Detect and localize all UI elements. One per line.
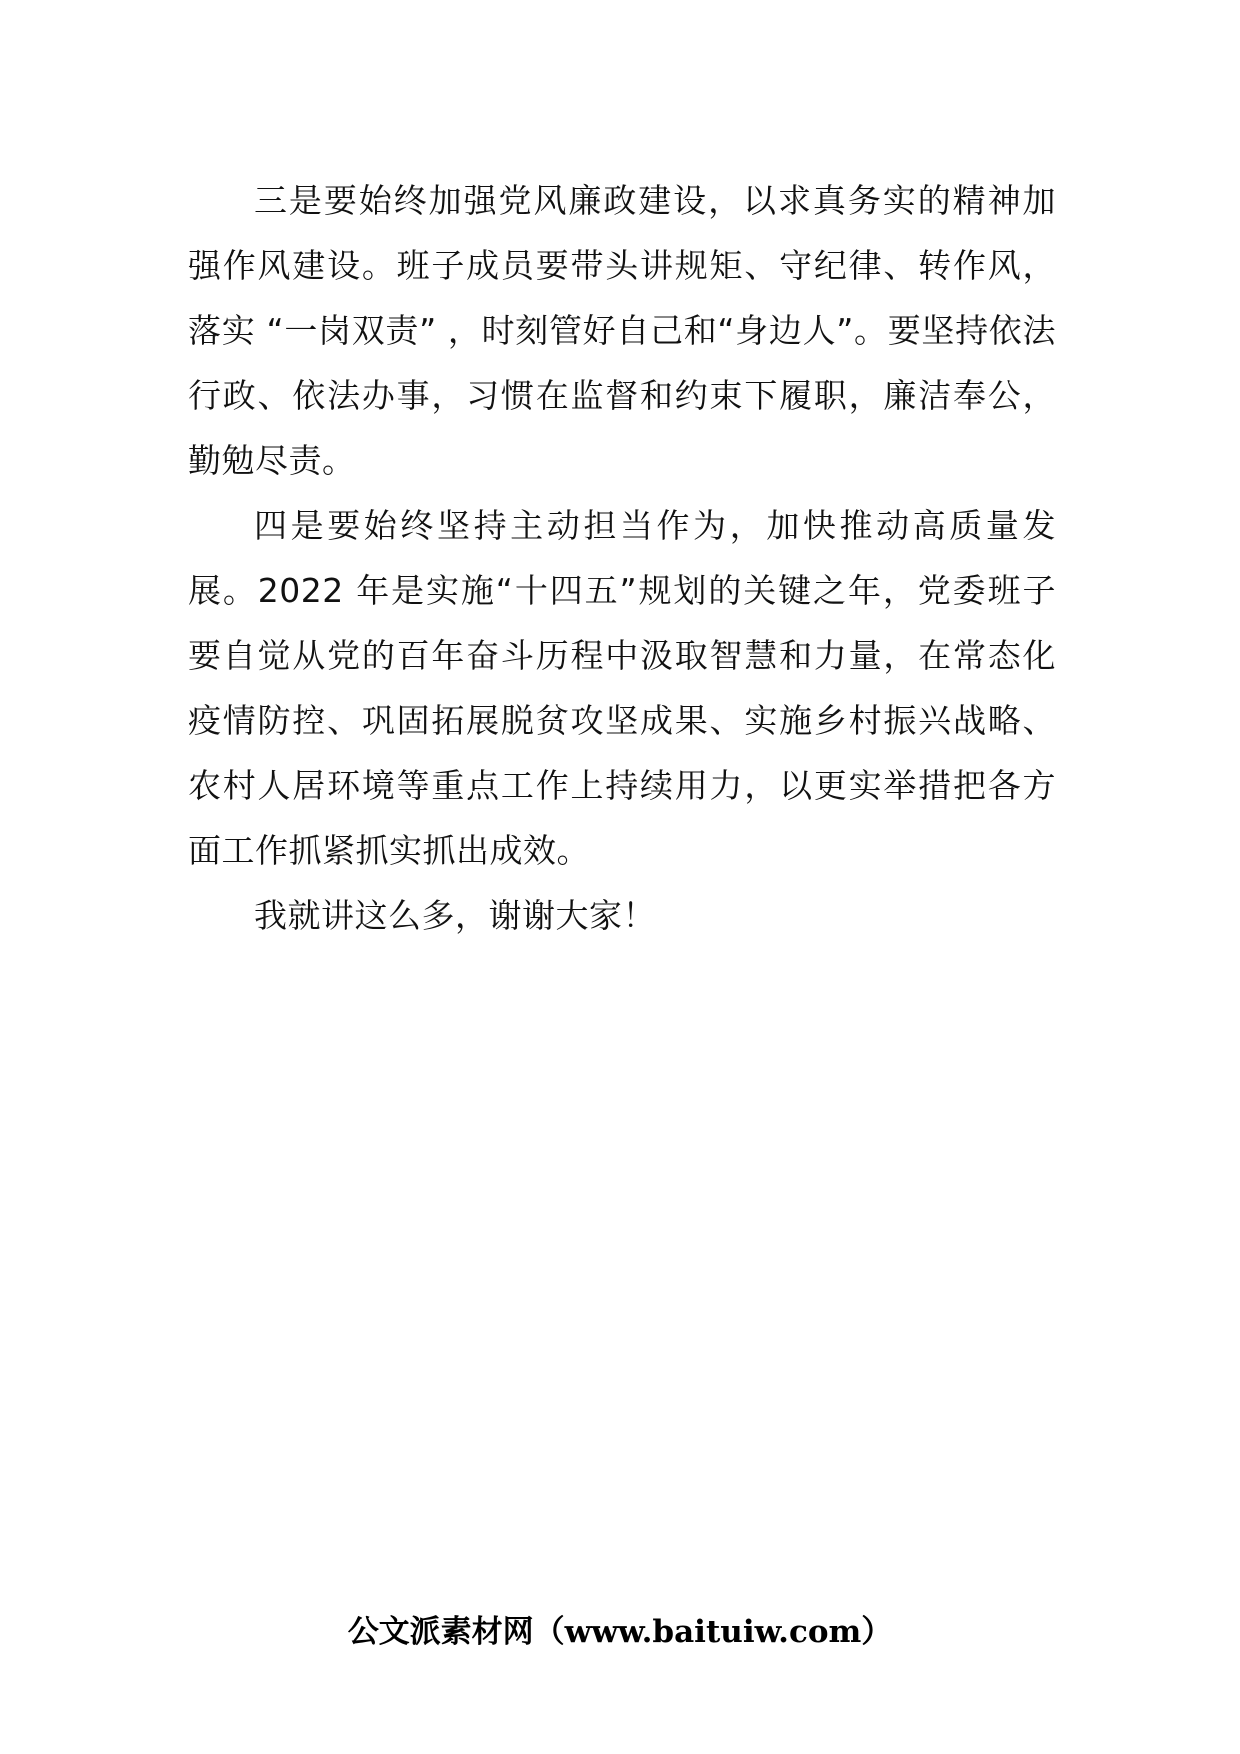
paragraph-closing: 我就讲这么多，谢谢大家！ xyxy=(254,896,656,935)
paragraph-discipline: 三是要始终加强党风廉政建设，以求真务实的精神加强作风建设。班子成员要带头讲规矩、守纪律、转作风，落实 “一岗双责” ，时刻管好自己和“身边人”。要坚持依法行政、依法办事，习惯在监督和约束下履职，廉洁奉公，勤勉尽责。 xyxy=(188,181,1056,480)
document-body xyxy=(188,168,1056,948)
footer-watermark: 公文派素材网（www.baituiw.com） xyxy=(347,1614,893,1650)
paragraph-development: 四是要始终坚持主动担当作为，加快推动高质量发展。2022 年是实施“十四五”规划的关键之年，党委班子要自觉从党的百年奋斗历程中汲取智慧和力量，在常态化疫情防控、巩固拓展脱贫攻坚成果、实施乡村振兴战略、农村人居环境等重点工作上持续用力，以更实举措把各方面工作抓紧抓实抓出成效。 xyxy=(188,506,1056,870)
